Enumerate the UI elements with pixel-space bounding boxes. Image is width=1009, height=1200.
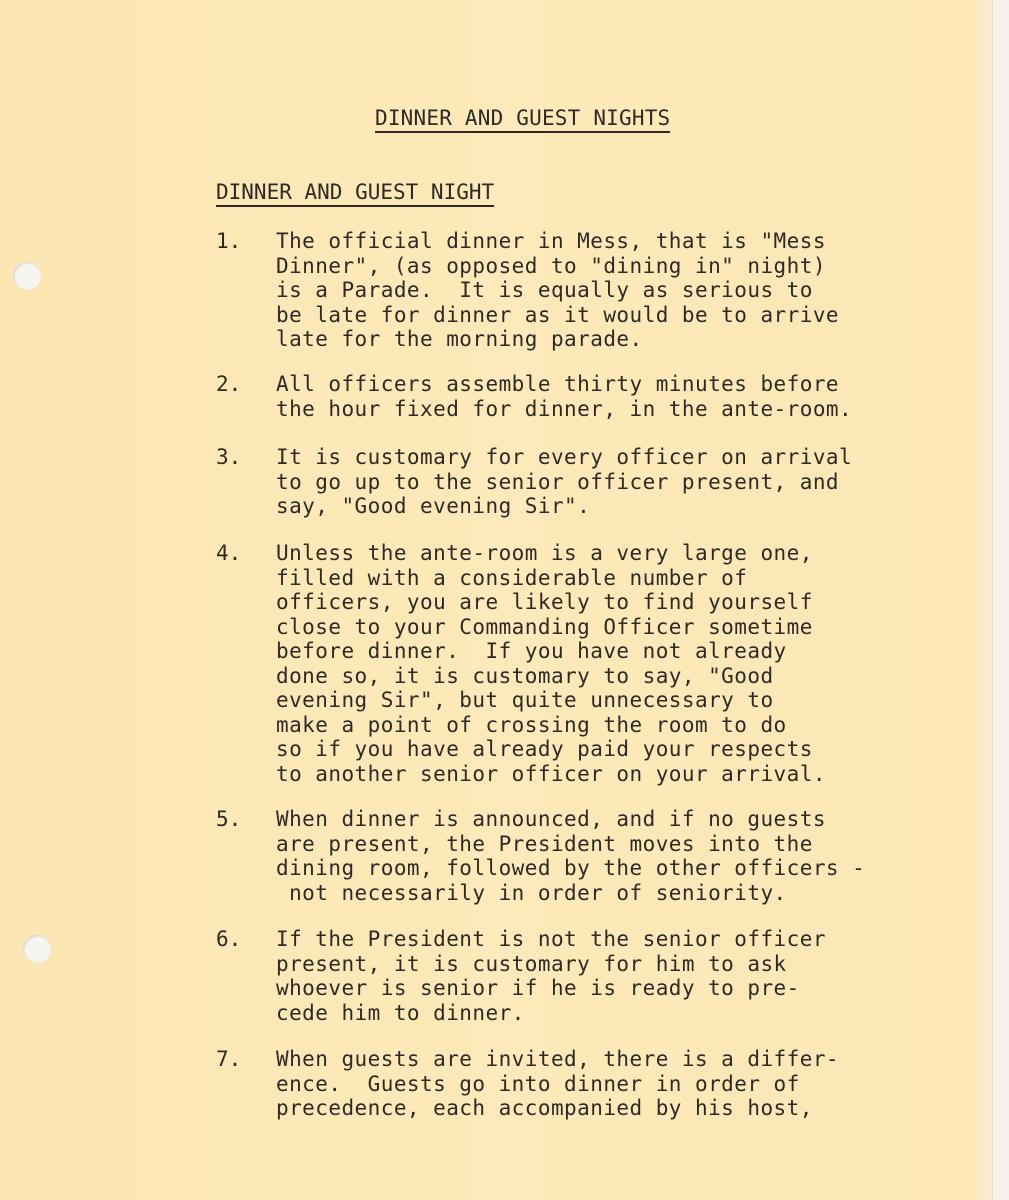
- text-line: Dinner", (as opposed to "dining in" night): [276, 253, 826, 278]
- text-line: be late for dinner as it would be to arrive: [276, 302, 840, 327]
- paragraph-text: [276, 372, 852, 421]
- text-line: The official dinner in Mess, that is "Mess: [276, 229, 826, 253]
- text-line: before dinner. If you have not already: [276, 639, 787, 663]
- text-line: Unless the ante-room is a very large one,: [276, 541, 813, 565]
- text-line: to another senior officer on your arrival.: [276, 761, 826, 786]
- paragraph-number: 2.: [216, 372, 242, 396]
- paragraph-text: [276, 1047, 839, 1121]
- text-line: not necessarily in order of seniority.: [276, 880, 787, 905]
- paragraph-text: [276, 541, 826, 786]
- document-title: DINNER AND GUEST NIGHTS: [375, 106, 670, 133]
- text-line: When dinner is announced, and if no guests: [276, 807, 826, 831]
- page-edge: [992, 0, 1009, 1200]
- paragraph-number: 5.: [216, 807, 242, 831]
- text-line: All officers assemble thirty minutes before: [276, 372, 840, 396]
- text-line: the hour fixed for dinner, in the ante-room.: [276, 396, 853, 421]
- text-line: present, it is customary for him to ask: [276, 951, 787, 976]
- text-line: whoever is senior if he is ready to pre-: [276, 976, 800, 1000]
- punch-hole-bottom: [23, 935, 51, 963]
- paragraph-number: 7.: [216, 1047, 242, 1071]
- text-line: When guests are invited, there is a differ-: [276, 1047, 840, 1071]
- section-title: DINNER AND GUEST NIGHT: [216, 180, 494, 207]
- text-line: filled with a considerable number of: [276, 565, 748, 590]
- text-line: so if you have already paid your respects: [276, 737, 813, 761]
- text-line: dining room, followed by the other officers -: [276, 856, 866, 880]
- paragraph-number: 4.: [216, 541, 242, 565]
- text-line: late for the morning parade.: [276, 327, 643, 351]
- paragraph-text: [276, 229, 839, 352]
- paragraph-text: [276, 807, 865, 905]
- text-line: is a Parade. It is equally as serious to: [276, 278, 813, 302]
- paragraph-text: [276, 927, 826, 1025]
- text-line: evening Sir", but quite unnecessary to: [276, 688, 774, 712]
- text-line: precedence, each accompanied by his host,: [276, 1096, 813, 1120]
- text-line: done so, it is customary to say, "Good: [276, 663, 774, 688]
- paragraph-number: 1.: [216, 229, 242, 253]
- text-line: make a point of crossing the room to do: [276, 712, 787, 737]
- punch-hole-top: [13, 262, 41, 290]
- text-line: officers, you are likely to find yourself: [276, 590, 813, 614]
- text-line: If the President is not the senior officer: [276, 927, 826, 951]
- text-line: ence. Guests go into dinner in order of: [276, 1071, 800, 1096]
- text-line: cede him to dinner.: [276, 1000, 525, 1025]
- text-line: close to your Commanding Officer sometime: [276, 614, 813, 639]
- paragraph-number: 6.: [216, 927, 242, 951]
- text-line: are present, the President moves into the: [276, 831, 813, 856]
- text-line: say, "Good evening Sir".: [276, 494, 591, 518]
- paragraph-text: [276, 445, 852, 519]
- text-line: to go up to the senior officer present, and: [276, 469, 840, 494]
- text-line: It is customary for every officer on arrival: [276, 445, 853, 469]
- paragraph-number: 3.: [216, 445, 242, 469]
